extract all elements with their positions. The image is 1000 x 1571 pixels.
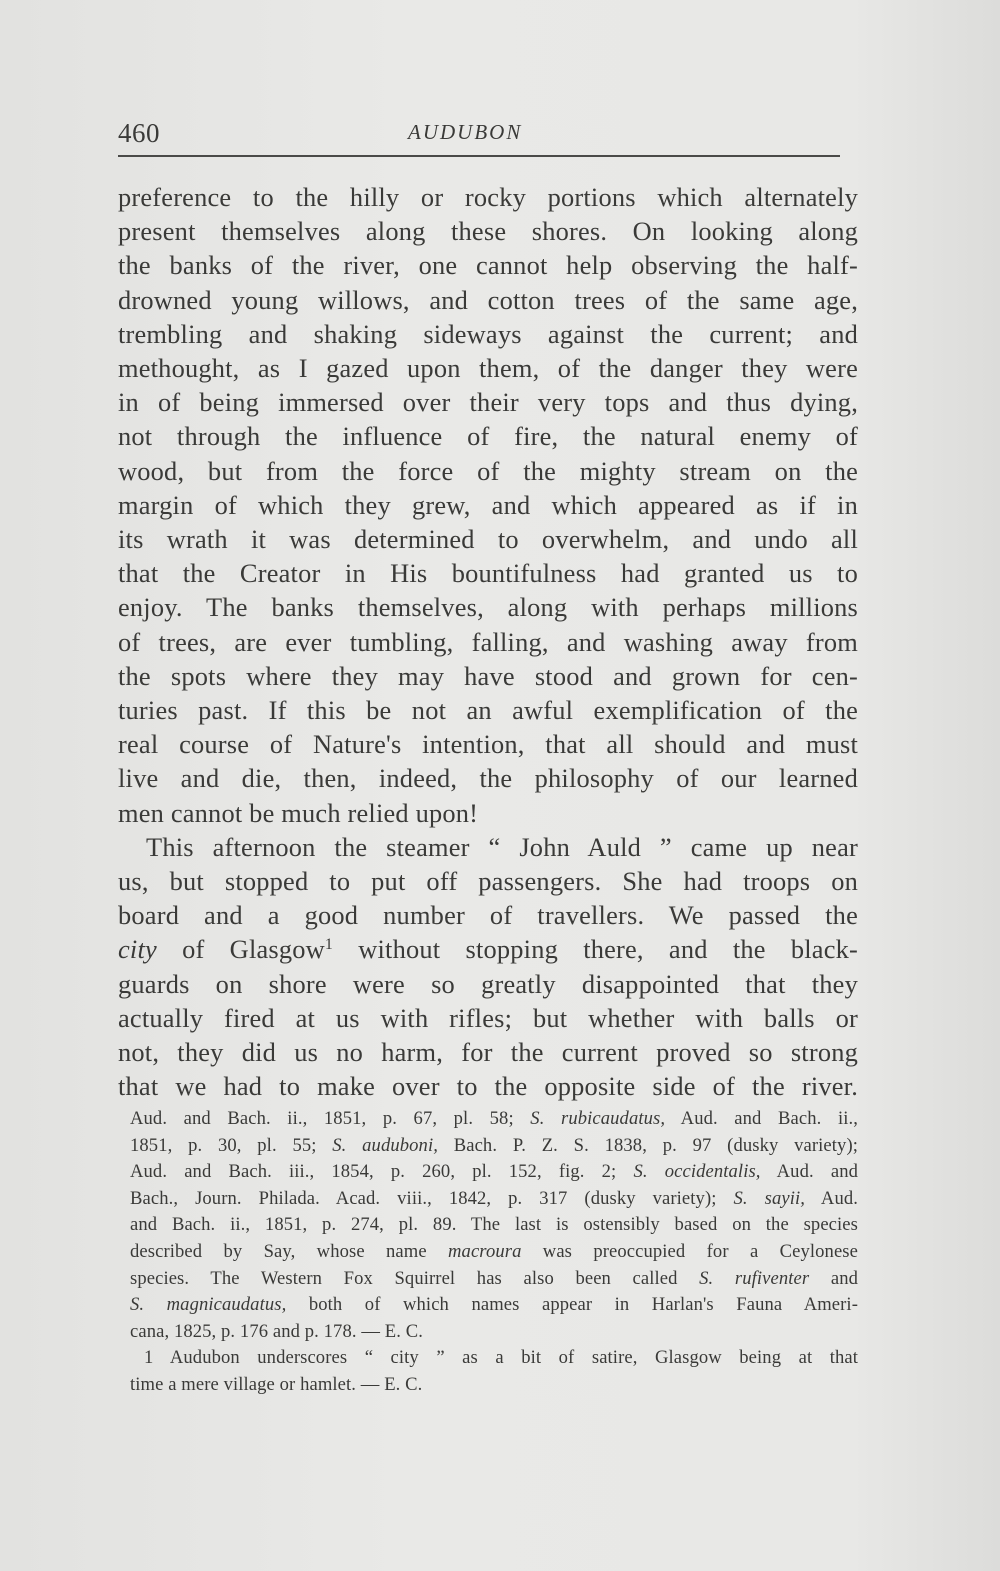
text-fragment: both of which names appear in Harlan's Fauna Ameri-: [286, 1294, 858, 1316]
text-line: its wrath it was determined to overwhelm, and undo all: [118, 524, 858, 555]
text-line: preference to the hilly or rocky portions which alternately: [118, 182, 858, 212]
text-fragment: and: [809, 1267, 858, 1289]
text-line: the banks of the river, one cannot help observing the half-: [118, 250, 858, 281]
text-fragment: Aud. and Bach. iii., 1854, p. 260, pl. 152, fig. 2;: [130, 1161, 634, 1183]
italic-fragment: S. auduboni,: [332, 1134, 438, 1156]
footnote-1: [130, 1345, 858, 1398]
paragraph-2: [118, 830, 858, 1104]
text-line: This afternoon the steamer “ John Auld ” came up near: [146, 831, 858, 862]
text-fragment: Aud. and Bach. ii.,: [665, 1108, 858, 1129]
italic-city: city: [118, 934, 157, 965]
italic-fragment: macroura: [448, 1240, 522, 1262]
text-line: in of being immersed over their very tops and thus dying,: [118, 387, 858, 418]
footnote-line: [130, 1186, 858, 1213]
text-line: present themselves along these shores. On looking along: [118, 216, 858, 247]
text-fragment: Aud.: [804, 1187, 859, 1209]
footnote-marker: 1: [324, 936, 334, 954]
text-line: that we had to make over to the opposite side of the river.: [118, 1071, 858, 1102]
italic-fragment: S. rubicaudatus,: [530, 1108, 666, 1129]
text-fragment: Aud. and: [760, 1161, 859, 1183]
text-line: margin of which they grew, and which appeared as if in: [118, 489, 858, 520]
text-fragment: of Glasgow: [156, 934, 325, 965]
text-line: drowned young willows, and cotton trees of the same age,: [118, 284, 858, 315]
footnote-line: time a mere village or hamlet. — E. C.: [130, 1373, 423, 1395]
text-line: trembling and shaking sideways against the current; and: [118, 318, 858, 349]
body-text: [118, 180, 858, 1103]
text-line: live and die, then, indeed, the philosophy of our learned: [118, 763, 858, 794]
text-line: that the Creator in His bountifulness had granted us to: [118, 558, 858, 589]
text-line: enjoy. The banks themselves, along with perhaps millions: [118, 592, 858, 623]
text-line: men cannot be much relied upon!: [118, 797, 479, 828]
footnote-line: [130, 1106, 858, 1133]
footnote-line: [130, 1133, 858, 1160]
text-fragment: species. The Western Fox Squirrel has also been called: [130, 1267, 700, 1289]
header-rule: [118, 155, 840, 157]
text-line: the spots where they may have stood and grown for cen-: [118, 660, 858, 691]
text-fragment: without stopping there, and the black-: [333, 934, 859, 965]
footnotes: [130, 1106, 858, 1399]
text-fragment: Bach., Journ. Philada. Acad. viii., 1842, p. 317 (dusky variety);: [130, 1187, 734, 1209]
text-fragment: Aud. and Bach. ii., 1851, p. 67, pl. 58;: [130, 1108, 531, 1129]
text-line: wood, but from the force of the mighty stream on the: [118, 455, 858, 486]
page-number: 460: [118, 118, 160, 148]
text-line: methought, as I gazed upon them, of the danger they were: [118, 353, 858, 384]
running-title: AUDUBON: [408, 120, 523, 144]
paragraph-1: [118, 180, 858, 830]
text-line: of trees, are ever tumbling, falling, and washing away from: [118, 626, 858, 657]
italic-fragment: S. sayii,: [733, 1187, 805, 1209]
footnote-continuation: [130, 1106, 858, 1345]
running-head: [118, 118, 838, 158]
text-fragment: was preoccupied for a Ceylonese: [521, 1240, 858, 1262]
text-fragment: 1851, p. 30, pl. 55;: [130, 1134, 333, 1156]
footnote-line: [130, 1159, 858, 1186]
italic-fragment: S. magnicaudatus,: [130, 1294, 287, 1316]
footnote-line: [130, 1266, 858, 1293]
italic-fragment: S. rufiventer: [699, 1267, 810, 1289]
text-fragment: described by Say, whose name: [130, 1240, 449, 1262]
text-line: not, they did us no harm, for the current proved so strong: [118, 1037, 858, 1068]
text-line: real course of Nature's intention, that all should and must: [118, 729, 858, 760]
text-line: guards on shore were so greatly disappointed that they: [118, 968, 858, 999]
footnote-line: [130, 1292, 858, 1319]
text-line: us, but stopped to put off passengers. She had troops on: [118, 866, 858, 897]
text-line: not through the influence of fire, the natural enemy of: [118, 421, 858, 452]
text-line: turies past. If this be not an awful exemplification of the: [118, 695, 858, 726]
text-line: [118, 932, 858, 966]
footnote-line: cana, 1825, p. 176 and p. 178. — E. C.: [130, 1320, 423, 1342]
footnote-line: [130, 1239, 858, 1266]
text-line: board and a good number of travellers. We passed the: [118, 900, 858, 931]
text-fragment: Bach. P. Z. S. 1838, p. 97 (dusky variety);: [437, 1134, 858, 1156]
italic-fragment: S. occidentalis,: [633, 1161, 761, 1183]
footnote-line: 1 Audubon underscores “ city ” as a bit of satire, Glasgow being at that: [144, 1347, 858, 1369]
text-line: actually fired at us with rifles; but whether with balls or: [118, 1002, 858, 1033]
footnote-line: and Bach. ii., 1851, p. 274, pl. 89. The last is ostensibly based on the species: [130, 1214, 858, 1236]
